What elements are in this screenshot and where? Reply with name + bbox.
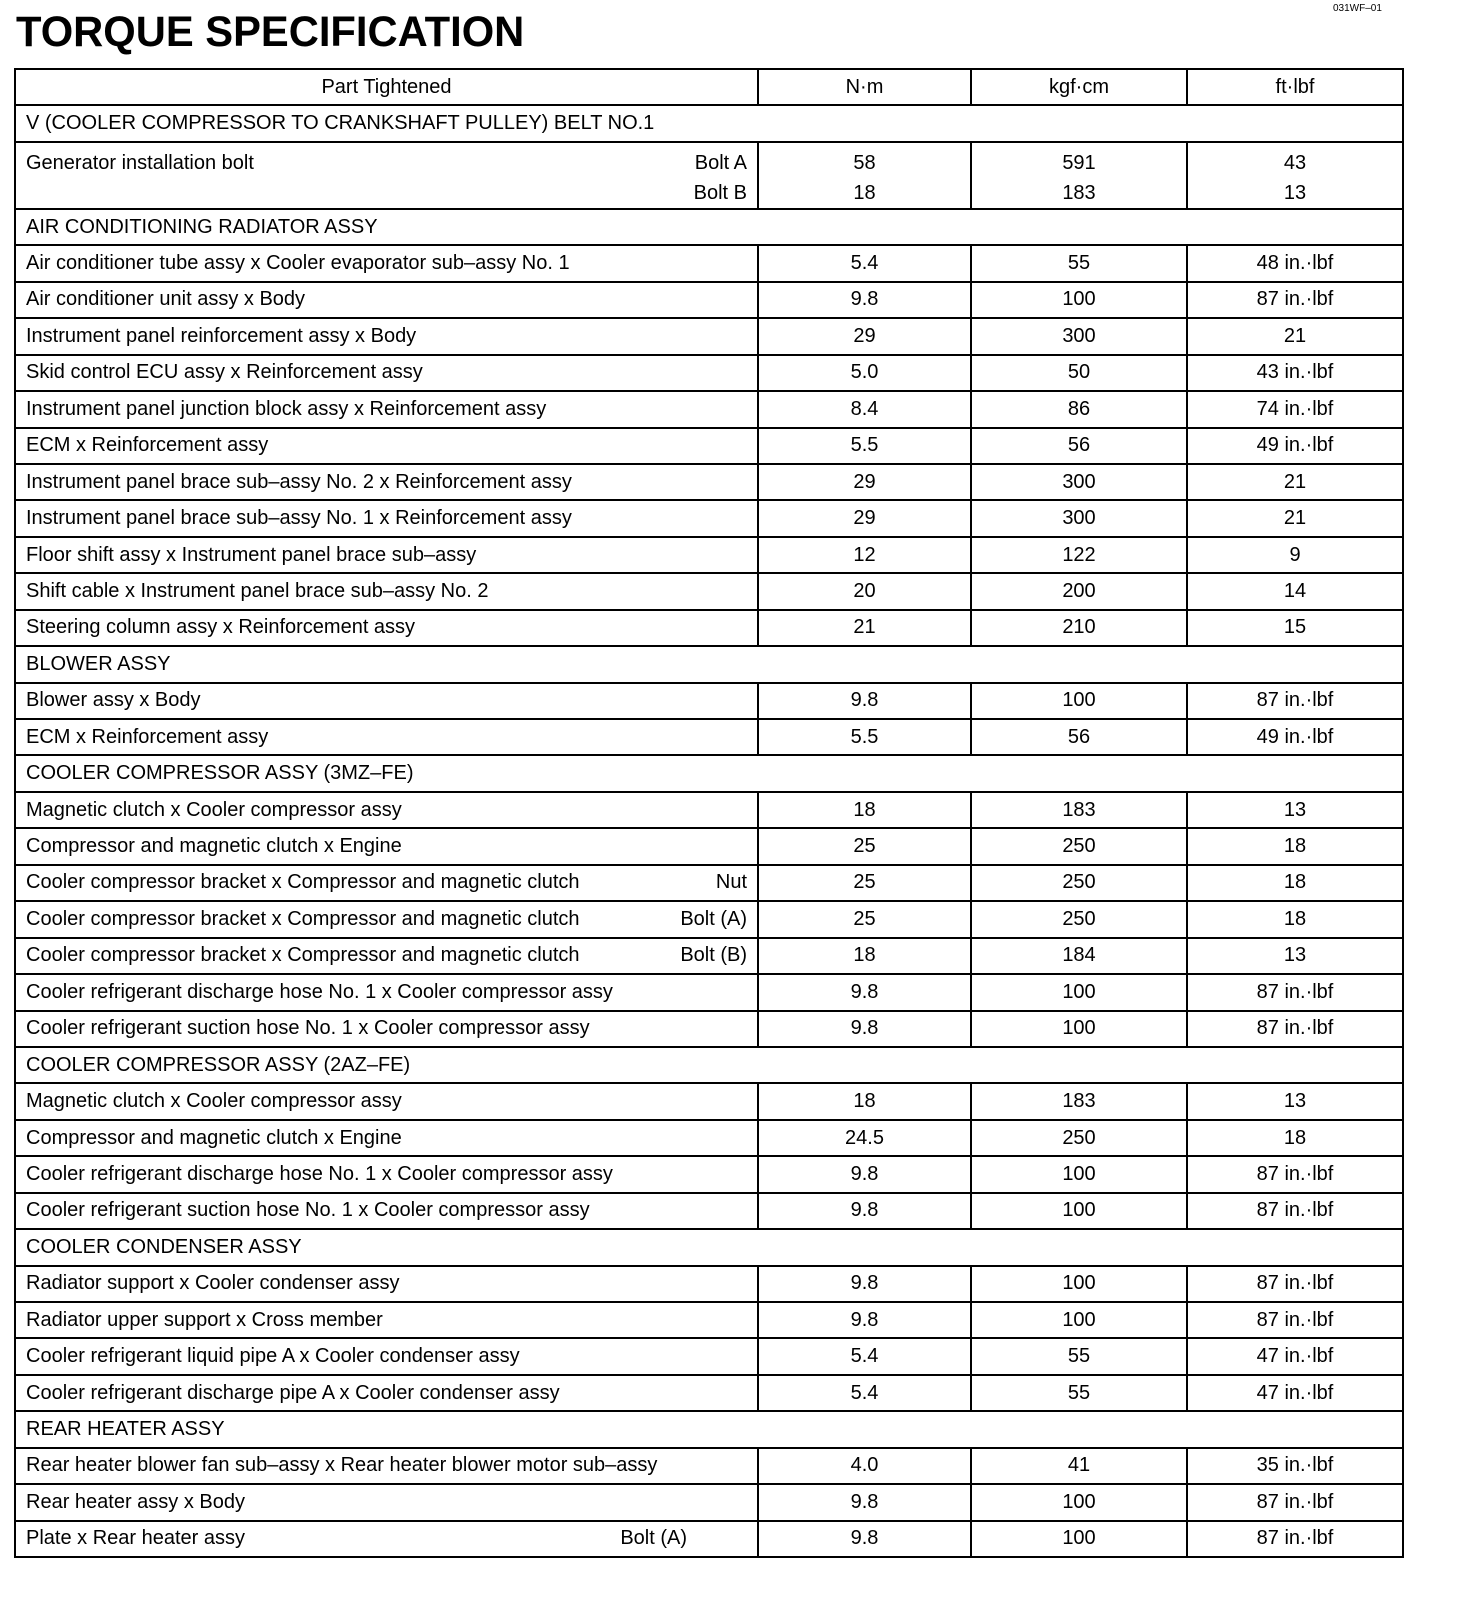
value-ft: 21 — [1187, 318, 1403, 354]
part-cell — [15, 719, 758, 755]
value-kgf: 55 — [971, 245, 1187, 281]
value-kgf: 56 — [971, 428, 1187, 464]
value-kgf: 300 — [971, 464, 1187, 500]
value-ft: 18 — [1187, 865, 1403, 901]
table-row — [15, 391, 1403, 427]
value-kgf: 250 — [971, 828, 1187, 864]
header-kgf-cm: kgf·cm — [971, 69, 1187, 105]
value-line: 183 — [1062, 181, 1096, 204]
value-nm: 29 — [758, 318, 971, 354]
table-row — [15, 610, 1403, 646]
value-ft: 18 — [1187, 828, 1403, 864]
value-ft: 21 — [1187, 500, 1403, 536]
part-cell — [15, 1302, 758, 1338]
part-cell — [15, 142, 758, 209]
part-cell — [15, 938, 758, 974]
value-kgf: 50 — [971, 355, 1187, 391]
value-nm: 25 — [758, 828, 971, 864]
section-row — [15, 1229, 1403, 1265]
value-ft: 14 — [1187, 573, 1403, 609]
part-qualifier — [694, 148, 747, 208]
table-row — [15, 865, 1403, 901]
part-name: Rear heater assy x Body — [26, 1490, 245, 1513]
value-nm: 9.8 — [758, 1266, 971, 1302]
value-kgf: 122 — [971, 537, 1187, 573]
value-kgf: 100 — [971, 1156, 1187, 1192]
value-nm: 5.4 — [758, 245, 971, 281]
part-name: Radiator upper support x Cross member — [26, 1308, 383, 1331]
value-ft: 43 in.·lbf — [1187, 355, 1403, 391]
value-nm: 18 — [758, 792, 971, 828]
part-cell — [15, 1011, 758, 1047]
value-kgf: 183 — [971, 1083, 1187, 1119]
value-kgf: 300 — [971, 500, 1187, 536]
value-ft: 47 in.·lbf — [1187, 1338, 1403, 1374]
part-cell — [15, 464, 758, 500]
part-name: Radiator support x Cooler condenser assy — [26, 1272, 400, 1295]
value-ft: 87 in.·lbf — [1187, 1156, 1403, 1192]
table-row — [15, 1338, 1403, 1374]
value-nm: 5.5 — [758, 719, 971, 755]
value-ft: 74 in.·lbf — [1187, 391, 1403, 427]
part-name: Cooler refrigerant suction hose No. 1 x Cooler compressor assy — [26, 1017, 590, 1040]
part-name: Cooler compressor bracket x Compressor and magnetic clutch — [26, 944, 580, 967]
section-row — [15, 1411, 1403, 1447]
value-nm: 9.8 — [758, 1193, 971, 1229]
value-kgf: 250 — [971, 901, 1187, 937]
value-line: 43 — [1283, 151, 1307, 174]
part-qualifier: Bolt (A) — [680, 907, 747, 930]
part-name: Cooler refrigerant suction hose No. 1 x Cooler compressor assy — [26, 1199, 590, 1222]
value-ft: 48 in.·lbf — [1187, 245, 1403, 281]
part-name: Cooler refrigerant discharge hose No. 1 x Cooler compressor assy — [26, 1162, 613, 1185]
value-nm: 9.8 — [758, 1521, 971, 1557]
value-ft: 87 in.·lbf — [1187, 974, 1403, 1010]
part-qualifier: Bolt (A) — [620, 1527, 687, 1550]
value-line: 18 — [853, 181, 876, 204]
table-row — [15, 1302, 1403, 1338]
part-name: Cooler refrigerant discharge hose No. 1 x Cooler compressor assy — [26, 980, 613, 1003]
value-nm: 21 — [758, 610, 971, 646]
table-row — [15, 828, 1403, 864]
value-nm: 18 — [758, 1083, 971, 1119]
part-cell — [15, 974, 758, 1010]
part-cell — [15, 1484, 758, 1520]
header-row — [15, 69, 1403, 105]
value-nm: 5.4 — [758, 1375, 971, 1411]
value-ft — [1187, 142, 1403, 209]
value-ft: 87 in.·lbf — [1187, 1193, 1403, 1229]
value-nm: 20 — [758, 573, 971, 609]
value-kgf: 184 — [971, 938, 1187, 974]
part-cell — [15, 245, 758, 281]
value-ft: 87 in.·lbf — [1187, 1302, 1403, 1338]
page-title: TORQUE SPECIFICATION — [16, 8, 525, 56]
part-cell — [15, 391, 758, 427]
part-name: Magnetic clutch x Cooler compressor assy — [26, 798, 402, 821]
part-cell — [15, 792, 758, 828]
part-name: Compressor and magnetic clutch x Engine — [26, 1126, 402, 1149]
table-row — [15, 1521, 1403, 1557]
value-nm: 9.8 — [758, 1484, 971, 1520]
value-kgf: 55 — [971, 1375, 1187, 1411]
table-row — [15, 1011, 1403, 1047]
table-row — [15, 282, 1403, 318]
part-name: Cooler refrigerant discharge pipe A x Cooler condenser assy — [26, 1381, 560, 1404]
value-line: 591 — [1062, 151, 1096, 174]
value-nm: 4.0 — [758, 1448, 971, 1484]
value-nm: 5.5 — [758, 428, 971, 464]
value-nm — [758, 142, 971, 209]
part-qualifier: Bolt (B) — [680, 944, 747, 967]
part-cell — [15, 683, 758, 719]
part-cell — [15, 901, 758, 937]
table-row — [15, 974, 1403, 1010]
value-line: 58 — [853, 151, 876, 174]
part-name: Floor shift assy x Instrument panel brace sub–assy — [26, 543, 477, 566]
value-kgf: 183 — [971, 792, 1187, 828]
table-row — [15, 318, 1403, 354]
table-row — [15, 464, 1403, 500]
value-kgf: 200 — [971, 573, 1187, 609]
value-ft: 21 — [1187, 464, 1403, 500]
value-kgf: 210 — [971, 610, 1187, 646]
value-ft: 87 in.·lbf — [1187, 1011, 1403, 1047]
part-cell — [15, 1375, 758, 1411]
value-ft: 87 in.·lbf — [1187, 1521, 1403, 1557]
table-row — [15, 537, 1403, 573]
part-name: Compressor and magnetic clutch x Engine — [26, 835, 402, 858]
value-kgf: 100 — [971, 282, 1187, 318]
section-row — [15, 209, 1403, 245]
value-ft: 13 — [1187, 938, 1403, 974]
value-kgf: 41 — [971, 1448, 1187, 1484]
value-nm: 9.8 — [758, 974, 971, 1010]
part-cell — [15, 1448, 758, 1484]
part-name: Air conditioner unit assy x Body — [26, 288, 306, 311]
value-kgf: 300 — [971, 318, 1187, 354]
torque-spec-table — [14, 68, 1404, 1558]
value-nm: 9.8 — [758, 683, 971, 719]
value-ft: 87 in.·lbf — [1187, 282, 1403, 318]
part-name: ECM x Reinforcement assy — [26, 725, 269, 748]
value-ft: 9 — [1187, 537, 1403, 573]
part-cell — [15, 610, 758, 646]
table-row — [15, 1156, 1403, 1192]
part-name: Cooler compressor bracket x Compressor and magnetic clutch — [26, 907, 580, 930]
value-nm: 5.4 — [758, 1338, 971, 1374]
value-line: 13 — [1283, 181, 1307, 204]
part-name: Blower assy x Body — [26, 689, 201, 712]
value-kgf: 100 — [971, 1484, 1187, 1520]
section-row — [15, 1047, 1403, 1083]
part-name: Air conditioner tube assy x Cooler evaporator sub–assy No. 1 — [26, 252, 570, 275]
part-qualifier: Nut — [715, 871, 747, 894]
qualifier-line: Bolt A — [694, 151, 747, 174]
section-title: COOLER COMPRESSOR ASSY (2AZ–FE) — [15, 1047, 1403, 1083]
value-kgf: 100 — [971, 1011, 1187, 1047]
value-kgf: 250 — [971, 865, 1187, 901]
value-kgf: 100 — [971, 1193, 1187, 1229]
part-cell — [15, 573, 758, 609]
section-title: REAR HEATER ASSY — [15, 1411, 1403, 1447]
value-nm: 18 — [758, 938, 971, 974]
table-row — [15, 500, 1403, 536]
part-name: Cooler compressor bracket x Compressor and magnetic clutch — [26, 871, 580, 894]
table-row — [15, 142, 1403, 209]
table-row — [15, 1266, 1403, 1302]
document-code: 031WF–01 — [1333, 3, 1382, 14]
value-ft: 87 in.·lbf — [1187, 1484, 1403, 1520]
part-cell — [15, 1193, 758, 1229]
value-nm: 24.5 — [758, 1120, 971, 1156]
section-title: COOLER COMPRESSOR ASSY (3MZ–FE) — [15, 755, 1403, 791]
value-kgf: 100 — [971, 974, 1187, 1010]
value-nm: 9.8 — [758, 282, 971, 318]
part-cell — [15, 318, 758, 354]
part-cell — [15, 1156, 758, 1192]
qualifier-line: Bolt B — [693, 181, 747, 204]
table-row — [15, 683, 1403, 719]
part-name: Cooler refrigerant liquid pipe A x Cooler condenser assy — [26, 1345, 520, 1368]
section-title: COOLER CONDENSER ASSY — [15, 1229, 1403, 1265]
section-row — [15, 105, 1403, 141]
table-row — [15, 1083, 1403, 1119]
part-name: Skid control ECU assy x Reinforcement assy — [26, 361, 423, 384]
part-cell — [15, 282, 758, 318]
value-ft: 35 in.·lbf — [1187, 1448, 1403, 1484]
value-kgf: 250 — [971, 1120, 1187, 1156]
table-row — [15, 938, 1403, 974]
value-nm: 29 — [758, 464, 971, 500]
part-cell — [15, 1521, 758, 1557]
part-name: Plate x Rear heater assy — [26, 1527, 245, 1550]
value-ft: 49 in.·lbf — [1187, 428, 1403, 464]
part-cell — [15, 537, 758, 573]
table-row — [15, 1448, 1403, 1484]
value-nm: 8.4 — [758, 391, 971, 427]
value-ft: 13 — [1187, 792, 1403, 828]
part-name: Instrument panel reinforcement assy x Body — [26, 324, 417, 347]
value-nm: 9.8 — [758, 1302, 971, 1338]
table-row — [15, 719, 1403, 755]
value-kgf: 55 — [971, 1338, 1187, 1374]
part-cell — [15, 865, 758, 901]
part-name: Generator installation bolt — [26, 151, 254, 174]
table-row — [15, 1120, 1403, 1156]
part-name: Shift cable x Instrument panel brace sub–assy No. 2 — [26, 579, 489, 602]
part-cell — [15, 355, 758, 391]
part-cell — [15, 1266, 758, 1302]
value-nm: 9.8 — [758, 1011, 971, 1047]
section-title: V (COOLER COMPRESSOR TO CRANKSHAFT PULLEY) BELT NO.1 — [15, 105, 1403, 141]
table-row — [15, 1193, 1403, 1229]
value-ft: 47 in.·lbf — [1187, 1375, 1403, 1411]
part-cell — [15, 1338, 758, 1374]
value-nm: 5.0 — [758, 355, 971, 391]
part-cell — [15, 500, 758, 536]
section-row — [15, 755, 1403, 791]
value-ft: 18 — [1187, 1120, 1403, 1156]
part-name: Rear heater blower fan sub–assy x Rear heater blower motor sub–assy — [26, 1454, 658, 1477]
table-row — [15, 792, 1403, 828]
part-name: Steering column assy x Reinforcement assy — [26, 616, 416, 639]
part-name: Instrument panel junction block assy x Reinforcement assy — [26, 397, 547, 420]
part-cell — [15, 1083, 758, 1119]
value-kgf — [971, 142, 1187, 209]
value-ft: 18 — [1187, 901, 1403, 937]
section-title: AIR CONDITIONING RADIATOR ASSY — [15, 209, 1403, 245]
value-kgf: 100 — [971, 1266, 1187, 1302]
table-row — [15, 355, 1403, 391]
part-name: ECM x Reinforcement assy — [26, 434, 269, 457]
table-row — [15, 573, 1403, 609]
value-kgf: 100 — [971, 1521, 1187, 1557]
table-row — [15, 1375, 1403, 1411]
value-nm: 9.8 — [758, 1156, 971, 1192]
section-row — [15, 646, 1403, 682]
part-cell — [15, 828, 758, 864]
section-title: BLOWER ASSY — [15, 646, 1403, 682]
value-nm: 25 — [758, 901, 971, 937]
part-name: Instrument panel brace sub–assy No. 2 x Reinforcement assy — [26, 470, 572, 493]
header-part-tightened: Part Tightened — [15, 69, 758, 105]
value-ft: 15 — [1187, 610, 1403, 646]
table-row — [15, 901, 1403, 937]
value-nm: 25 — [758, 865, 971, 901]
value-ft: 49 in.·lbf — [1187, 719, 1403, 755]
header-ft-lbf: ft·lbf — [1187, 69, 1403, 105]
value-kgf: 86 — [971, 391, 1187, 427]
value-nm: 12 — [758, 537, 971, 573]
table-row — [15, 245, 1403, 281]
part-cell — [15, 1120, 758, 1156]
part-name: Magnetic clutch x Cooler compressor assy — [26, 1090, 402, 1113]
value-kgf: 56 — [971, 719, 1187, 755]
value-ft: 13 — [1187, 1083, 1403, 1119]
part-cell — [15, 428, 758, 464]
header-nm: N·m — [758, 69, 971, 105]
value-ft: 87 in.·lbf — [1187, 1266, 1403, 1302]
table-row — [15, 428, 1403, 464]
value-nm: 29 — [758, 500, 971, 536]
value-kgf: 100 — [971, 683, 1187, 719]
value-kgf: 100 — [971, 1302, 1187, 1338]
table-row — [15, 1484, 1403, 1520]
part-name: Instrument panel brace sub–assy No. 1 x Reinforcement assy — [26, 507, 572, 530]
value-ft: 87 in.·lbf — [1187, 683, 1403, 719]
